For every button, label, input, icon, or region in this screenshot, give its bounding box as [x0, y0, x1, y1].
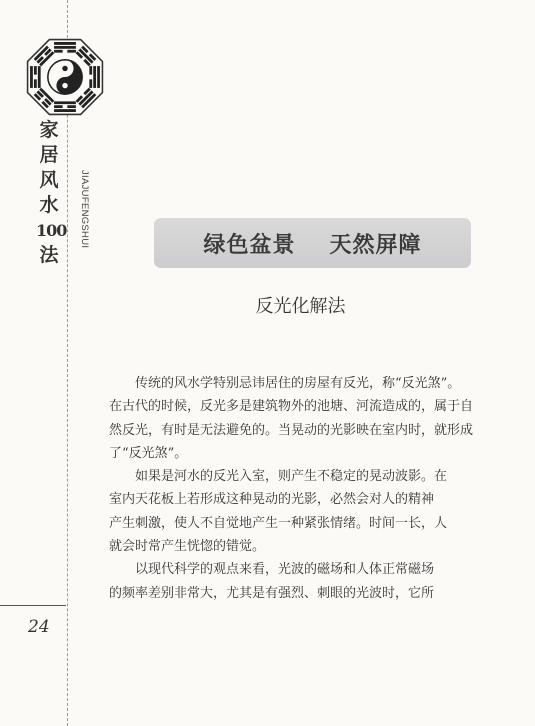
page-number: 24	[28, 617, 50, 637]
book-title-char: 100	[36, 221, 67, 240]
subheading: 反光化解法	[255, 296, 346, 317]
body-line: 然反光，有时是无法避免的。当晃动的光影映在室内时，就形成	[109, 422, 474, 438]
book-title-char: 居	[39, 144, 59, 166]
book-title	[36, 118, 67, 268]
section-banner-title: 绿色盆景	[203, 232, 296, 258]
section-banner-title: 天然屏障	[329, 232, 422, 258]
body-line: 产生刺激，使人不自觉地产生一种紧张情绪。时间一长，人	[109, 515, 448, 531]
body-line: 如果是河水的反光入室，则产生不稳定的晃动波影。在	[109, 469, 448, 485]
section-banner	[154, 218, 471, 268]
body-line: 传统的风水学特别忌讳居住的房屋有反光，称“反光煞”。	[109, 376, 461, 391]
body-line: 就会时常产生恍惚的错觉。	[109, 539, 266, 555]
book-title-char: 水	[39, 194, 59, 216]
book-title-char: 风	[39, 169, 59, 191]
body-line: 的频率差别非常大，尤其是有强烈、刺眼的光波时，它所	[109, 585, 435, 601]
book-title-pinyin: JIAJUFENGSHUI	[79, 170, 90, 249]
body-text	[109, 372, 517, 605]
body-line: 室内天花板上若形成这种晃动的光影，必然会对人的精神	[109, 492, 435, 508]
page-number-rule	[0, 605, 66, 606]
book-title-char: 法	[39, 244, 59, 266]
body-line: 在古代的时候，反光多是建筑物外的池塘、河流造成的，属于自	[109, 399, 474, 415]
book-title-char: 家	[39, 119, 59, 141]
body-line: 了“反光煞”。	[109, 445, 188, 461]
body-line: 以现代科学的观点来看，光波的磁场和人体正常磁场	[109, 562, 435, 578]
bagua-emblem-icon	[26, 38, 104, 116]
